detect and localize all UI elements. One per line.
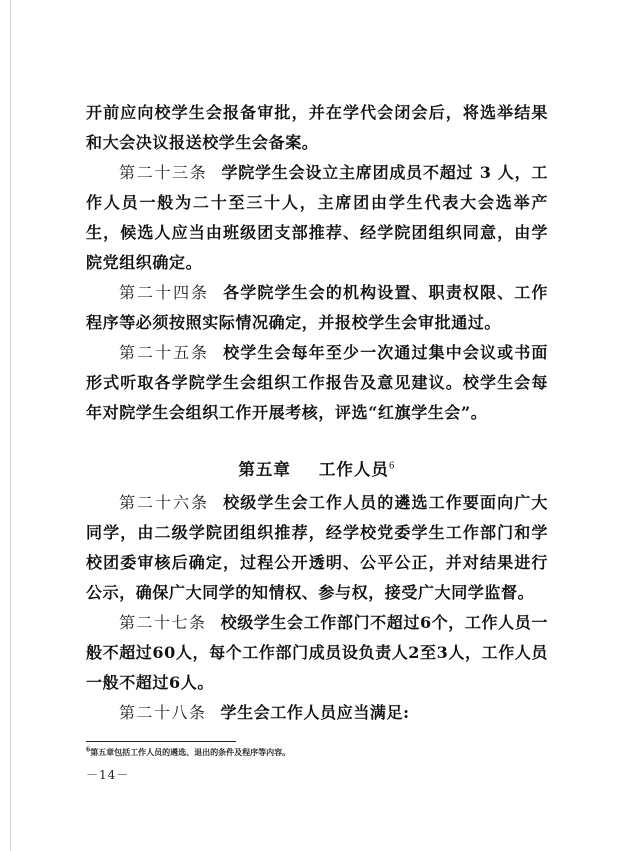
chapter-heading	[86, 458, 548, 482]
article-25	[86, 338, 548, 428]
article-text: 各学院学生会的机构设置、职责权限、工作程序等必须按照实际情况确定，并报校学生会审批通过。	[86, 283, 548, 332]
body-text	[86, 98, 548, 728]
article-number: 第二十四条	[119, 283, 210, 302]
footnote	[86, 746, 290, 758]
article-number: 第二十三条	[119, 163, 208, 182]
article-number: 第二十八条	[119, 703, 207, 722]
article-text: 校学生会每年至少一次通过集中会议或书面形式听取各学院学生会组织工作报告及意见建议。校学生会每年对院学生会组织工作开展考核，评选“红旗学生会”。	[86, 343, 548, 422]
article-28	[86, 698, 548, 728]
paragraph-continuation	[86, 98, 548, 158]
article-number: 第二十六条	[119, 493, 210, 512]
footnote-divider	[86, 741, 236, 742]
paragraph-text: 开前应向校学生会报备审批，并在学代会闭会后，将选举结果和大会决议报送校学生会备案。	[86, 103, 548, 152]
chapter-number: 第五章	[238, 460, 291, 479]
article-text: 校级学生会工作人员的遴选工作要面向广大同学，由二级学院团组织推荐，经学校党委学生工作部门和学校团委审核后确定，过程公开透明、公平公正，并对结果进行公示，确保广大同学的知情权、参与权，接受广大同学监督。	[86, 493, 548, 602]
article-26	[86, 488, 548, 608]
footnote-mark: 6	[86, 746, 91, 754]
article-number: 第二十七条	[119, 613, 207, 632]
page-number: －14－	[86, 768, 130, 782]
article-number: 第二十五条	[119, 343, 210, 362]
article-text: 学院学生会设立主席团成员不超过 3 人，工作人员一般为二十至三十人，主席团由学生代表大会选举产生，候选人应当由班级团支部推荐、经学院团组织同意，由学院党组织确定。	[86, 163, 548, 272]
footnote-reference[interactable]: 6	[388, 461, 396, 472]
article-text: 校级学生会工作部门不超过6个，工作人员一般不超过60人，每个工作部门成员设负责人2至3人，工作人员一般不超过6人。	[86, 613, 548, 692]
page-edge-line	[10, 0, 11, 851]
chapter-title: 工作人员	[318, 460, 389, 479]
footnote-text: 第五章包括工作人员的遴选、退出的条件及程序等内容。	[90, 747, 291, 757]
article-24	[86, 278, 548, 338]
article-27	[86, 608, 548, 698]
article-23	[86, 158, 548, 278]
article-text: 学生会工作人员应当满足:	[220, 703, 410, 722]
